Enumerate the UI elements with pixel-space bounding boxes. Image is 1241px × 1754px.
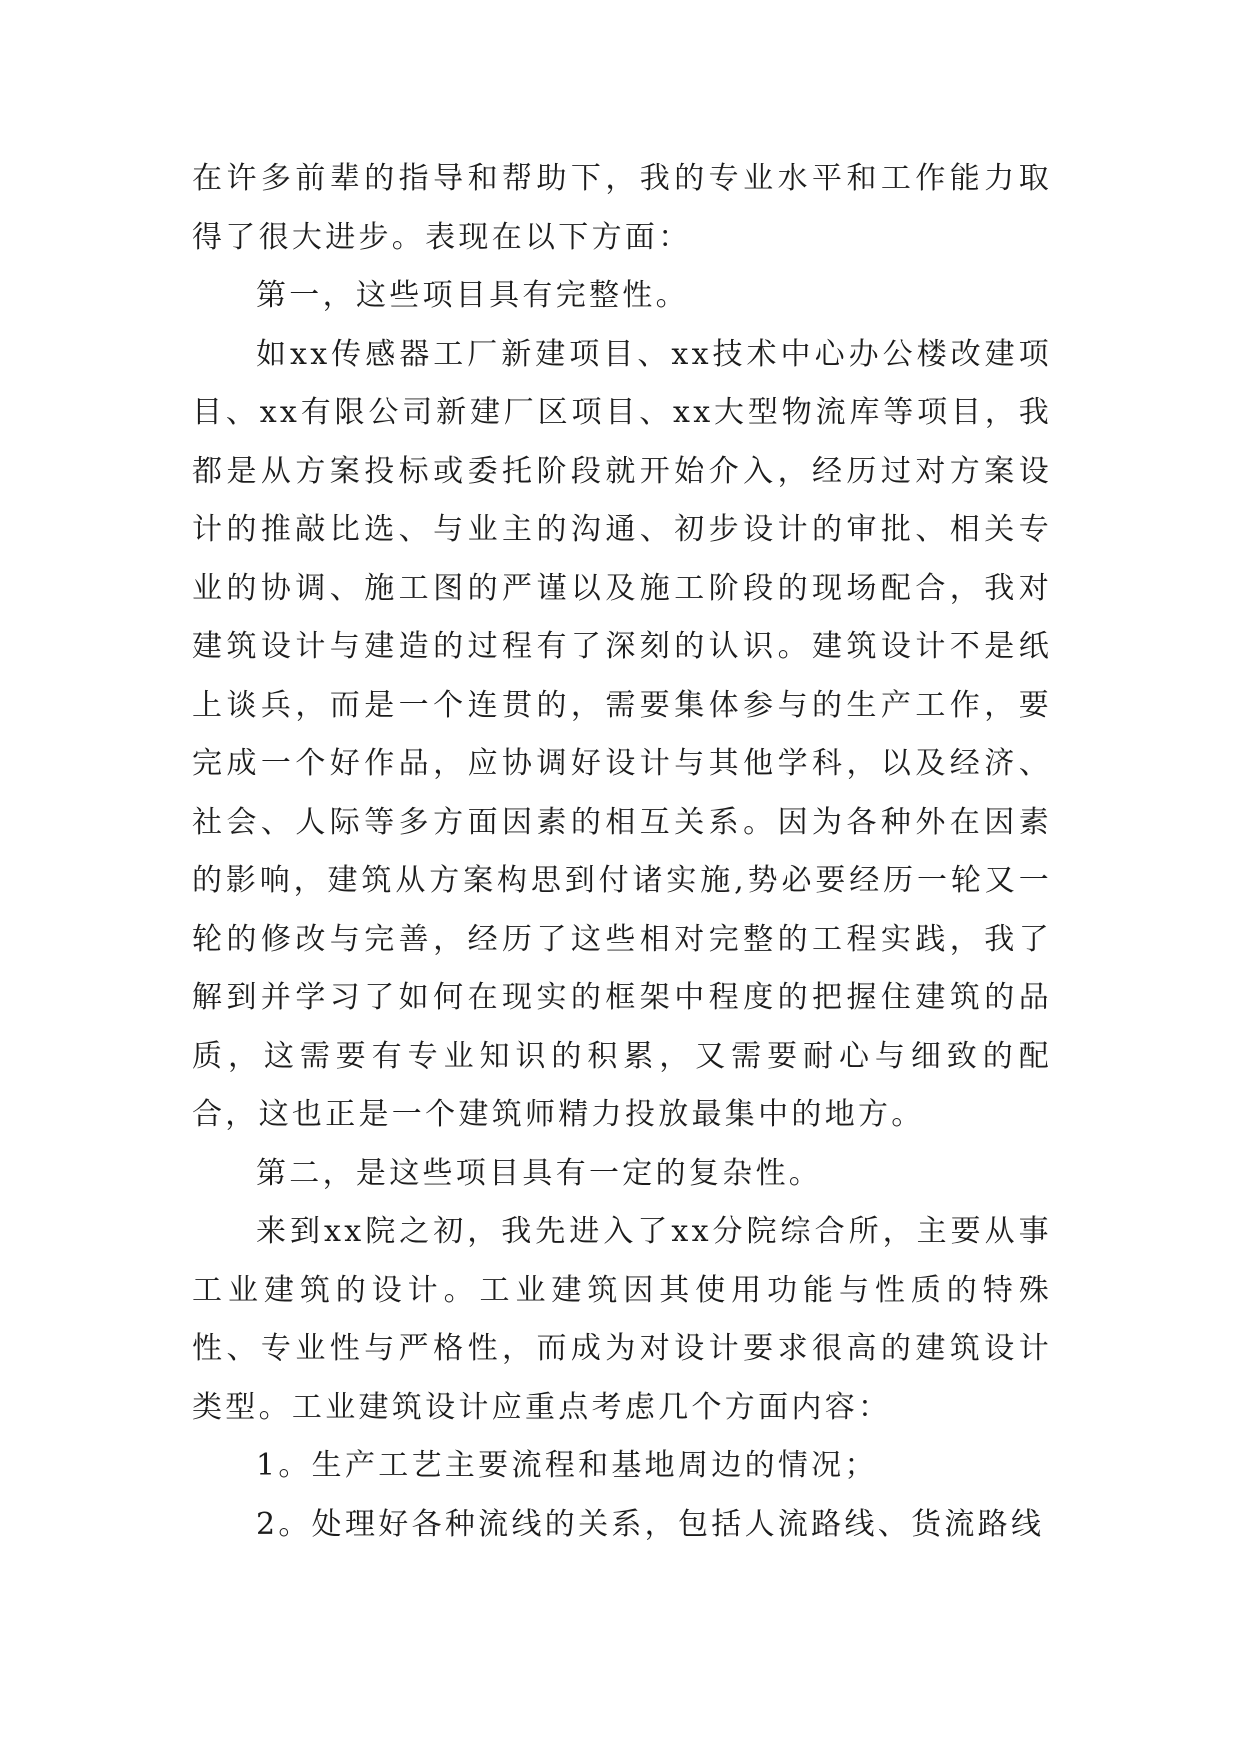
list-item-1: 1。生产工艺主要流程和基地周边的情况； <box>256 1448 878 1483</box>
paragraph-intro: 在许多前辈的指导和帮助下，我的专业水平和工作能力取得了很大进步。表现在以下方面： <box>192 161 1052 255</box>
document-page <box>192 150 1052 1554</box>
list-item-2: 2。处理好各种流线的关系，包括人流路线、货流路线 <box>256 1506 1045 1542</box>
paragraph-point-two-heading: 第二，是这些项目具有一定的复杂性。 <box>256 1155 823 1191</box>
paragraph-point-one-heading: 第一，这些项目具有完整性。 <box>256 278 689 313</box>
paragraph-point-one-body: 如xx传感器工厂新建项目、xx技术中心办公楼改建项目、xx有限公司新建厂区项目、xx大型物流库等项目，我都是从方案投标或委托阶段就开始介入，经历过对方案设计的推敲比选、与业主的沟通、初步设计的审批、相关专业的协调、施工图的严谨以及施工阶段的现场配合，我对建筑设计与建造的过程有了深刻的认识。建筑设计不是纸上谈兵，而是一个连贯的，需要集体参与的生产工作，要完成一个好作品，应协调好设计与其他学科，以及经济、社会、人际等多方面因素的相互关系。因为各种外在因素的影响，建筑从方案构思到付诸实施,势必要经历一轮又一轮的修改与完善，经历了这些相对完整的工程实践，我了解到并学习了如何在现实的框架中程度的把握住建筑的品质，这需要有专业知识的积累，又需要耐心与细致的配合，这也正是一个建筑师精力投放最集中的地方。 <box>192 336 1052 1132</box>
paragraph-point-two-body: 来到xx院之初，我先进入了xx分院综合所，主要从事工业建筑的设计。工业建筑因其使用功能与性质的特殊性、专业性与严格性，而成为对设计要求很高的建筑设计类型。工业建筑设计应重点考虑几个方面内容： <box>192 1214 1052 1425</box>
